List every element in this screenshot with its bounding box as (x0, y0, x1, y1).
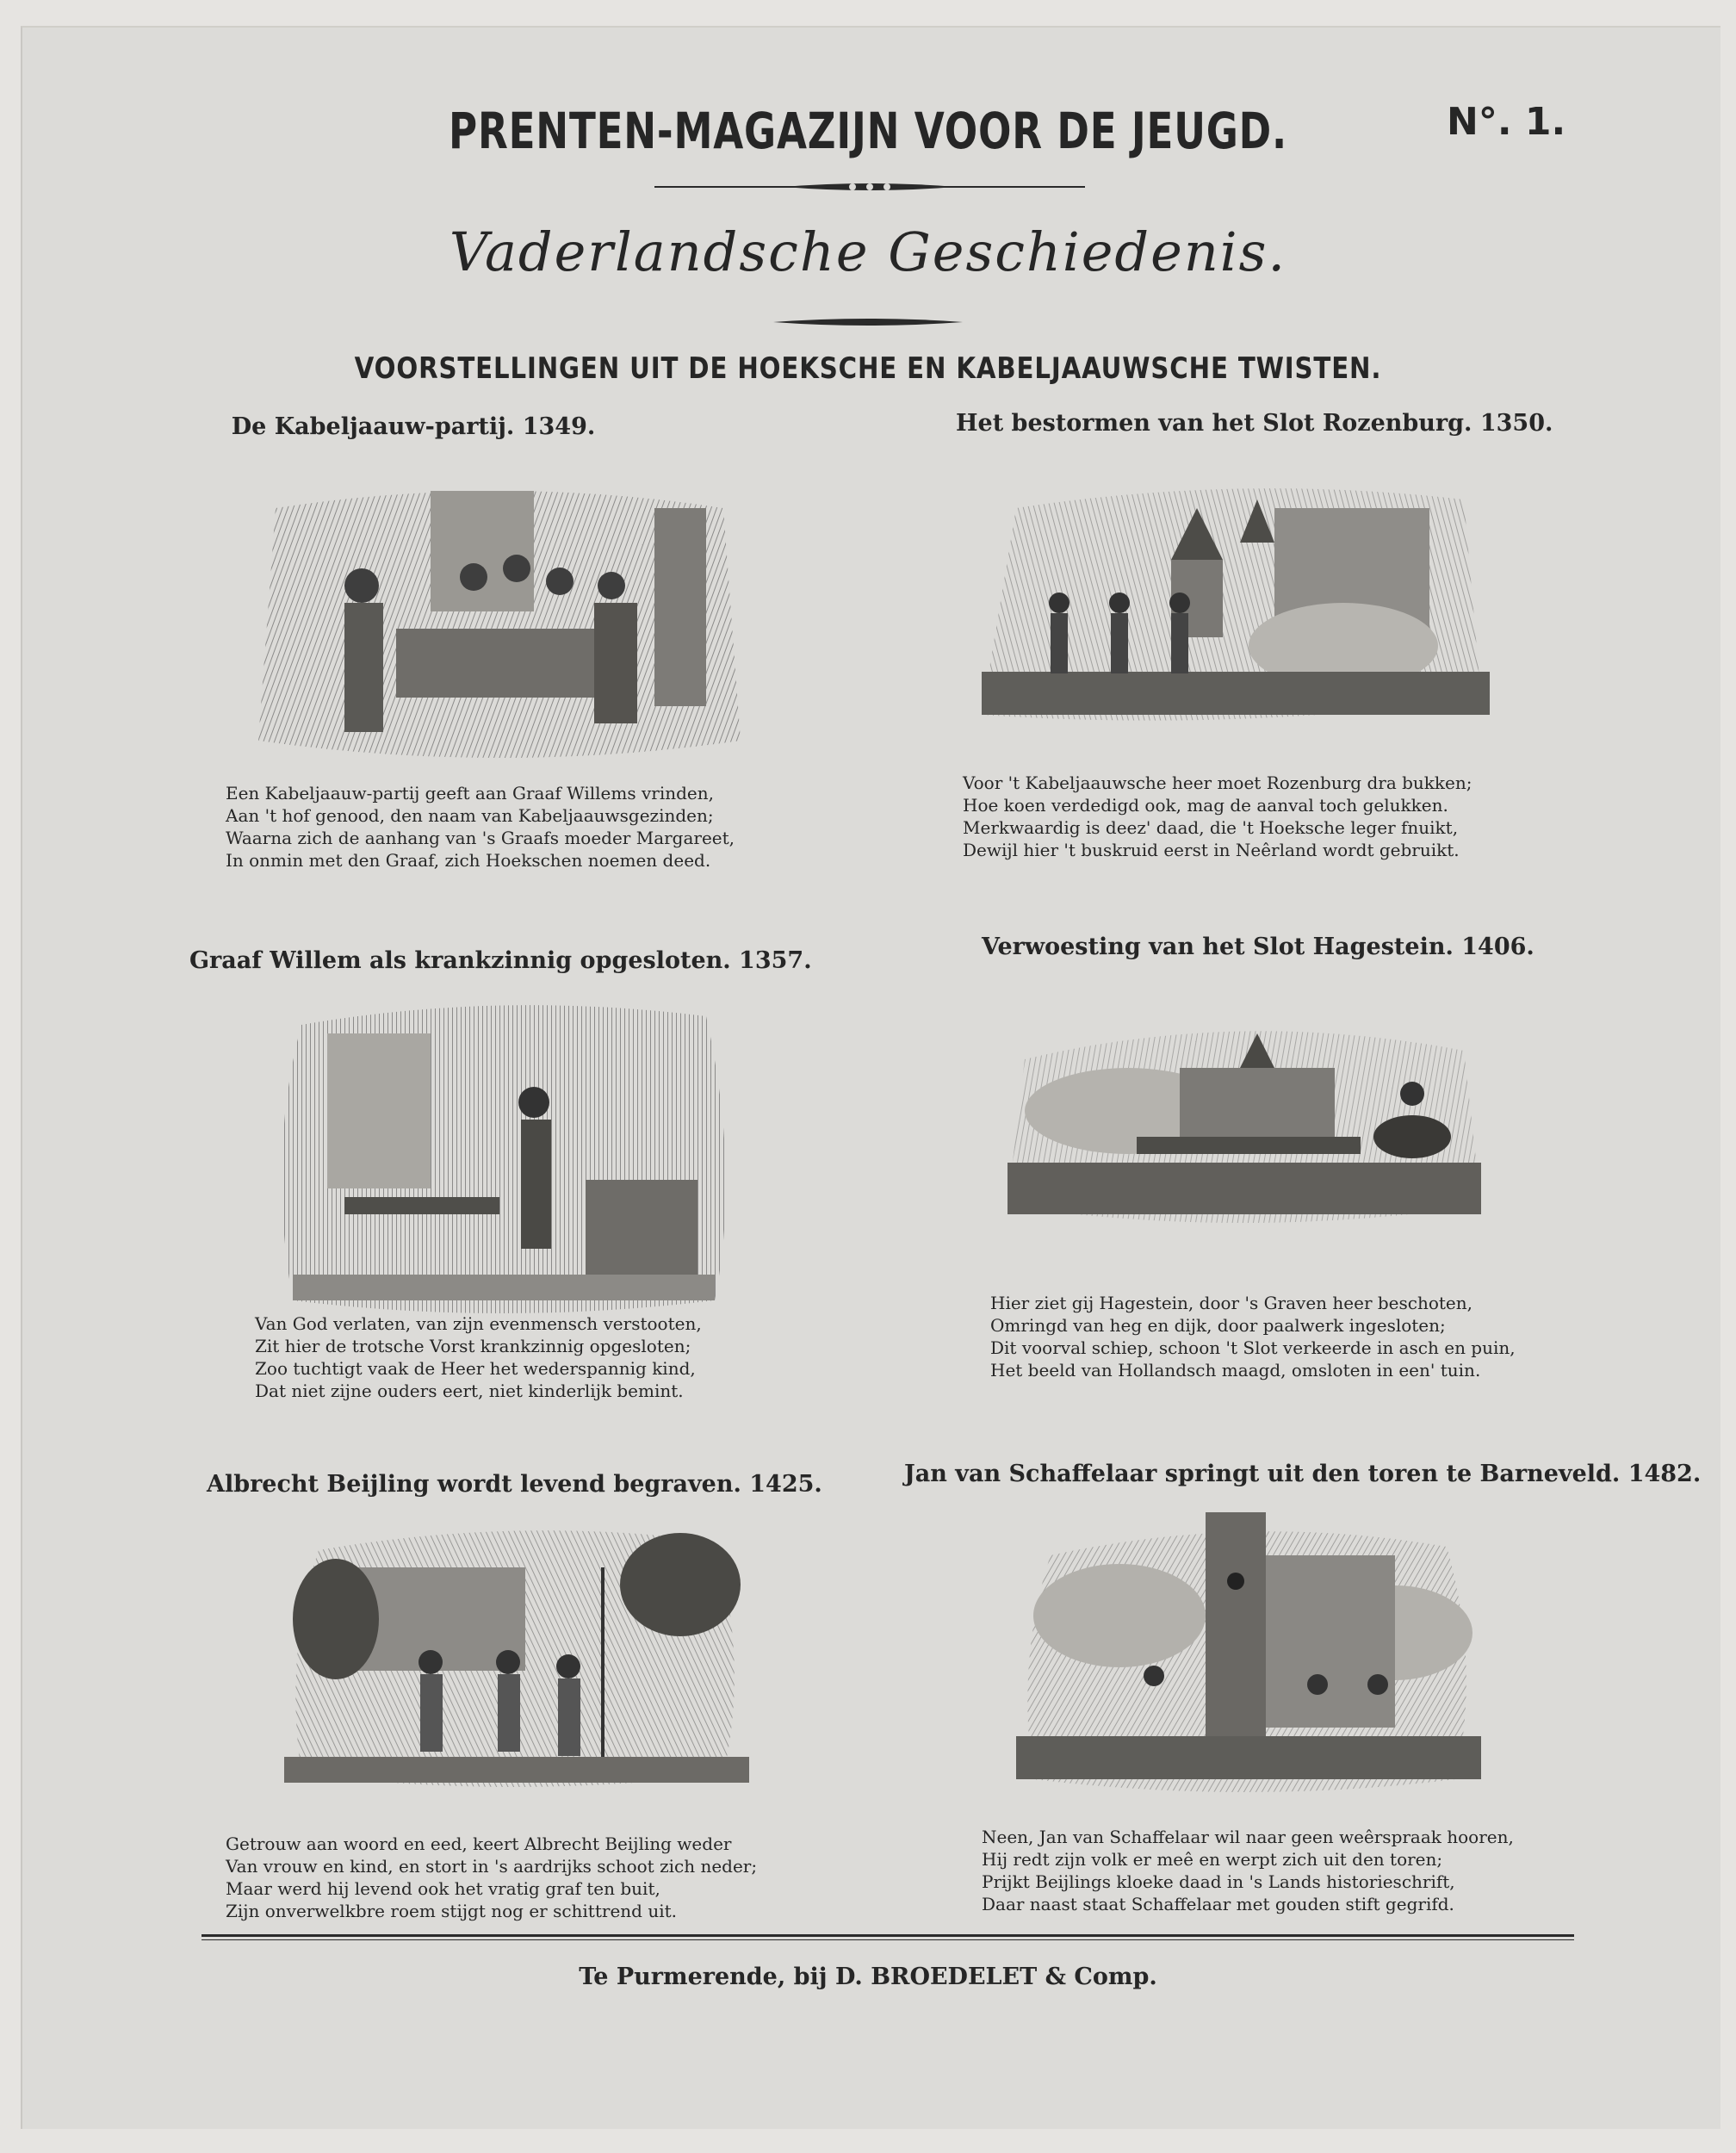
scene-5-verse (226, 1833, 757, 1922)
verse-line: Voor 't Kabeljaauwsche heer moet Rozenburg dra bukken; (963, 772, 1472, 793)
ornament-rule-bottom (773, 315, 963, 329)
scene-5-title: Albrecht Beijling wordt levend begraven. 1425. (207, 1471, 822, 1498)
scene-6-verse (982, 1826, 1514, 1915)
verse-line: Dat niet zijne ouders eert, niet kinderlijk bemint. (255, 1381, 684, 1401)
verse-line: Omringd van heg en dijk, door paalwerk ingesloten; (990, 1315, 1446, 1336)
council-meeting-engraving-icon (258, 482, 741, 766)
ornament-rule-top (654, 177, 1085, 197)
castle-bombardment-engraving-icon (1008, 1008, 1481, 1232)
verse-line: Prijkt Beijlings kloeke daad in 's Lands historieschrift, (982, 1871, 1455, 1892)
verse-line: Zijn onverwelkbre roem stijgt nog er schittrend uit. (226, 1901, 677, 1921)
issue-number: N°. 1. (1447, 100, 1566, 144)
verse-line: Aan 't hof genood, den naam van Kabeljaauwsgezinden; (226, 805, 714, 826)
verse-line: In onmin met den Graaf, zich Hoekschen noemen deed. (226, 850, 711, 871)
verse-line: Neen, Jan van Schaffelaar wil naar geen weêrspraak hooren, (982, 1827, 1514, 1847)
publisher-imprint: Te Purmerende, bij D. BROEDELET & Comp. (579, 1964, 1157, 1990)
verse-line: Waarna zich de aanhang van 's Graafs moeder Margareet, (226, 828, 735, 848)
verse-line: Getrouw aan woord en eed, keert Albrecht Beijling weder (226, 1833, 732, 1854)
verse-line: Dit voorval schiep, schoon 't Slot verkeerde in asch en puin, (990, 1337, 1516, 1358)
scene-6-title: Jan van Schaffelaar springt uit den toren te Barneveld. 1482. (904, 1461, 1702, 1487)
verse-line: Van vrouw en kind, en stort in 's aardrijks schoot zich neder; (226, 1856, 758, 1877)
section-subtitle: Vaderlandsche Geschiedenis. (449, 220, 1287, 283)
verse-line: Van God verlaten, van zijn evenmensch verstooten, (255, 1313, 702, 1334)
verse-line: Maar werd hij levend ook het vratig graf ten buit, (226, 1878, 660, 1899)
scene-4-verse (990, 1292, 1516, 1381)
verse-line: Hier ziet gij Hagestein, door 's Graven heer beschoten, (990, 1293, 1473, 1313)
page-title: PRENTEN-MAGAZIJN VOOR DE JEUGD. (449, 102, 1287, 160)
verse-line: Hij redt zijn volk er meê en werpt zich uit den toren; (982, 1849, 1443, 1870)
verse-line: Daar naast staat Schaffelaar met gouden stift gegrifd. (982, 1894, 1454, 1914)
castle-siege-engraving-icon (982, 474, 1490, 732)
burial-scene-engraving-icon (284, 1516, 749, 1800)
scene-2-verse (963, 772, 1472, 861)
scene-4-title: Verwoesting van het Slot Hagestein. 1406. (982, 934, 1534, 960)
tower-leap-engraving-icon (1016, 1504, 1481, 1796)
scene-3-title: Graaf Willem als krankzinnig opgesloten. 1357. (189, 947, 812, 974)
verse-line: Merkwaardig is deez' daad, die 't Hoeksche leger fnuikt, (963, 817, 1459, 838)
footer-rule (202, 1934, 1574, 1937)
verse-line: Zit hier de trotsche Vorst krankzinnig opgesloten; (255, 1336, 691, 1356)
verse-line: Dewijl hier 't buskruid eerst in Neêrland wordt gebruikt. (963, 840, 1460, 860)
scene-3-verse (255, 1312, 702, 1402)
main-heading: VOORSTELLINGEN UIT DE HOEKSCHE EN KABELJAAUWSCHE TWISTEN. (354, 351, 1382, 386)
verse-line: Zoo tuchtigt vaak de Heer het wederspannig kind, (255, 1358, 696, 1379)
imprisoned-count-engraving-icon (276, 999, 732, 1318)
footer-rule-thin (202, 1939, 1574, 1940)
scene-2-title: Het bestormen van het Slot Rozenburg. 1350. (956, 410, 1553, 437)
verse-line: Een Kabeljaauw-partij geeft aan Graaf Willems vrinden, (226, 783, 714, 803)
scene-1-title: De Kabeljaauw-partij. 1349. (231, 413, 596, 440)
verse-line: Hoe koen verdedigd ook, mag de aanval toch gelukken. (963, 795, 1448, 816)
scene-1-verse (226, 782, 735, 872)
verse-line: Het beeld van Hollandsch maagd, omsloten in een' tuin. (990, 1360, 1481, 1381)
